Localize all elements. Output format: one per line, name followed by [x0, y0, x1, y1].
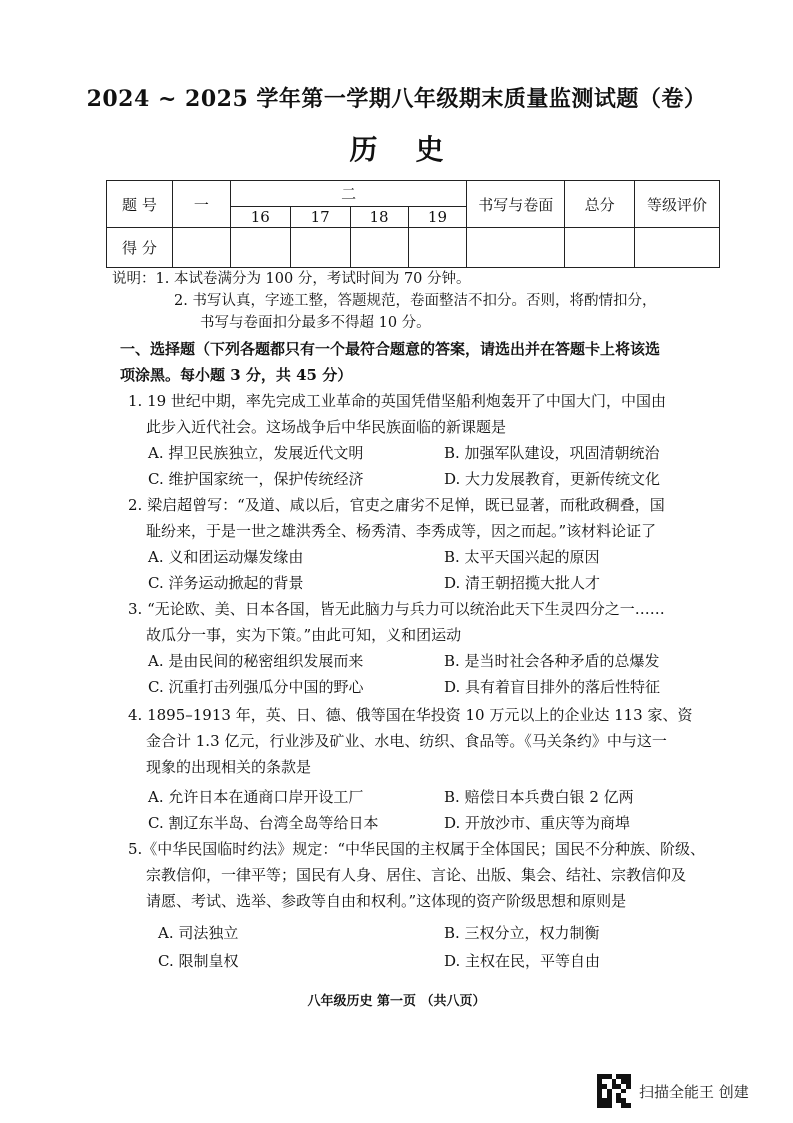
option-c[interactable]: C. 割辽东半岛、台湾全岛等给日本 — [148, 814, 379, 832]
score-table — [106, 180, 720, 268]
row-label-question-number: 题 号 — [107, 181, 173, 228]
col-grade: 等级评价 — [635, 181, 720, 228]
question-stem-line: 3. “无论欧、美、日本各国，皆无此脑力与兵力可以统治此天下生灵四分之一…… — [128, 600, 665, 618]
instructions — [112, 268, 656, 334]
page-footer: 八年级历史 第一页 （共八页） — [307, 994, 486, 1009]
instruction-line: 说明：1. 本试卷满分为 100 分，考试时间为 70 分钟。 — [112, 271, 471, 287]
score-cell[interactable] — [172, 228, 230, 268]
question-stem-line: 耻纷来，于是一世之雄洪秀全、杨秀清、李秀成等，因之而起。”该材料论证了 — [146, 522, 657, 540]
option-b[interactable]: B. 赔偿日本兵费白银 2 亿两 — [444, 788, 634, 806]
question-stem-line: 此步入近代社会。这场战争后中华民族面临的新课题是 — [146, 418, 507, 436]
question-stem-line: 5.《中华民国临时约法》规定：“中华民国的主权属于全体国民；国民不分种族、阶级、 — [128, 840, 705, 858]
question-stem-line: 1. 19 世纪中期，率先完成工业革命的英国凭借坚船利炮轰开了中国大门，中国由 — [128, 392, 666, 410]
col-part-two: 二 — [230, 181, 467, 207]
question-1 — [128, 388, 718, 440]
col-part-one: 一 — [172, 181, 230, 228]
question-stem-line: 2. 梁启超曾写：“及道、咸以后，官吏之庸劣不足惮，既已显著，而秕政稠叠，国 — [128, 496, 665, 514]
option-a[interactable]: A. 司法独立 — [158, 924, 239, 942]
score-cell[interactable] — [467, 228, 565, 268]
col-writing: 书写与卷面 — [467, 181, 565, 228]
question-4 — [128, 702, 718, 780]
instruction-line: 2. 书写认真，字迹工整，答题规范，卷面整洁不扣分。否则，将酌情扣分， — [174, 293, 657, 309]
question-stem-line: 金合计 1.3 亿元，行业涉及矿业、水电、纺织、食品等。《马关条约》中与这一 — [146, 732, 667, 750]
watermark-text: 扫描全能王 创建 — [639, 1082, 749, 1101]
option-d[interactable]: D. 大力发展教育，更新传统文化 — [444, 470, 661, 488]
option-b[interactable]: B. 加强军队建设，巩固清朝统治 — [444, 444, 660, 462]
option-b[interactable]: B. 是当时社会各种矛盾的总爆发 — [444, 652, 660, 670]
section-heading — [120, 336, 710, 388]
question-stem-line: 故瓜分一事，实为下策。”由此可知，义和团运动 — [146, 626, 462, 644]
row-label-score: 得 分 — [107, 228, 173, 268]
option-a[interactable]: A. 允许日本在通商口岸开设工厂 — [148, 788, 364, 806]
option-a[interactable]: A. 捍卫民族独立，发展近代文明 — [148, 444, 364, 462]
option-c[interactable]: C. 洋务运动掀起的背景 — [148, 574, 304, 592]
question-3 — [128, 596, 718, 648]
sub-col-17: 17 — [290, 207, 350, 228]
option-b[interactable]: B. 三权分立，权力制衡 — [444, 924, 600, 942]
option-a[interactable]: A. 是由民间的秘密组织发展而来 — [148, 652, 364, 670]
option-d[interactable]: D. 具有着盲目排外的落后性特征 — [444, 678, 661, 696]
option-d[interactable]: D. 主权在民，平等自由 — [444, 952, 601, 970]
score-cell[interactable] — [565, 228, 635, 268]
sub-col-16: 16 — [230, 207, 290, 228]
sub-col-18: 18 — [350, 207, 408, 228]
question-stem-line: 请愿、考试、选举、参政等自由和权利。”这体现的资产阶级思想和原则是 — [146, 892, 627, 910]
instruction-line: 书写与卷面扣分最多不得超 10 分。 — [200, 315, 431, 331]
question-stem-line: 4. 1895–1913 年，英、日、德、俄等国在华投资 10 万元以上的企业达 113 家、资 — [128, 706, 693, 724]
option-d[interactable]: D. 清王朝招揽大批人才 — [444, 574, 601, 592]
score-cell[interactable] — [408, 228, 467, 268]
subject-title: 历史 — [349, 133, 482, 166]
option-c[interactable]: C. 沉重打击列强瓜分中国的野心 — [148, 678, 364, 696]
score-cell[interactable] — [230, 228, 290, 268]
option-b[interactable]: B. 太平天国兴起的原因 — [444, 548, 600, 566]
option-c[interactable]: C. 维护国家统一，保护传统经济 — [148, 470, 364, 488]
question-2 — [128, 492, 718, 544]
option-d[interactable]: D. 开放沙市、重庆等为商埠 — [444, 814, 631, 832]
sub-col-19: 19 — [408, 207, 467, 228]
exam-title: 2024 ~ 2025 学年第一学期八年级期末质量监测试题（卷） — [86, 86, 707, 112]
section-heading-line: 一、选择题（下列各题都只有一个最符合题意的答案，请选出并在答题卡上将该选 — [120, 340, 661, 358]
question-stem-line: 宗教信仰，一律平等；国民有人身、居住、言论、出版、集会、结社、宗教信仰及 — [146, 866, 687, 884]
question-stem-line: 现象的出现相关的条款是 — [146, 758, 312, 776]
col-total: 总分 — [565, 181, 635, 228]
qr-code-icon — [597, 1074, 631, 1108]
option-c[interactable]: C. 限制皇权 — [158, 952, 239, 970]
section-heading-line: 项涂黑。每小题 3 分，共 45 分） — [120, 366, 353, 384]
score-cell[interactable] — [635, 228, 720, 268]
question-5 — [128, 836, 718, 914]
scanner-watermark — [597, 1074, 749, 1108]
score-cell[interactable] — [290, 228, 350, 268]
option-a[interactable]: A. 义和团运动爆发缘由 — [148, 548, 304, 566]
score-cell[interactable] — [350, 228, 408, 268]
